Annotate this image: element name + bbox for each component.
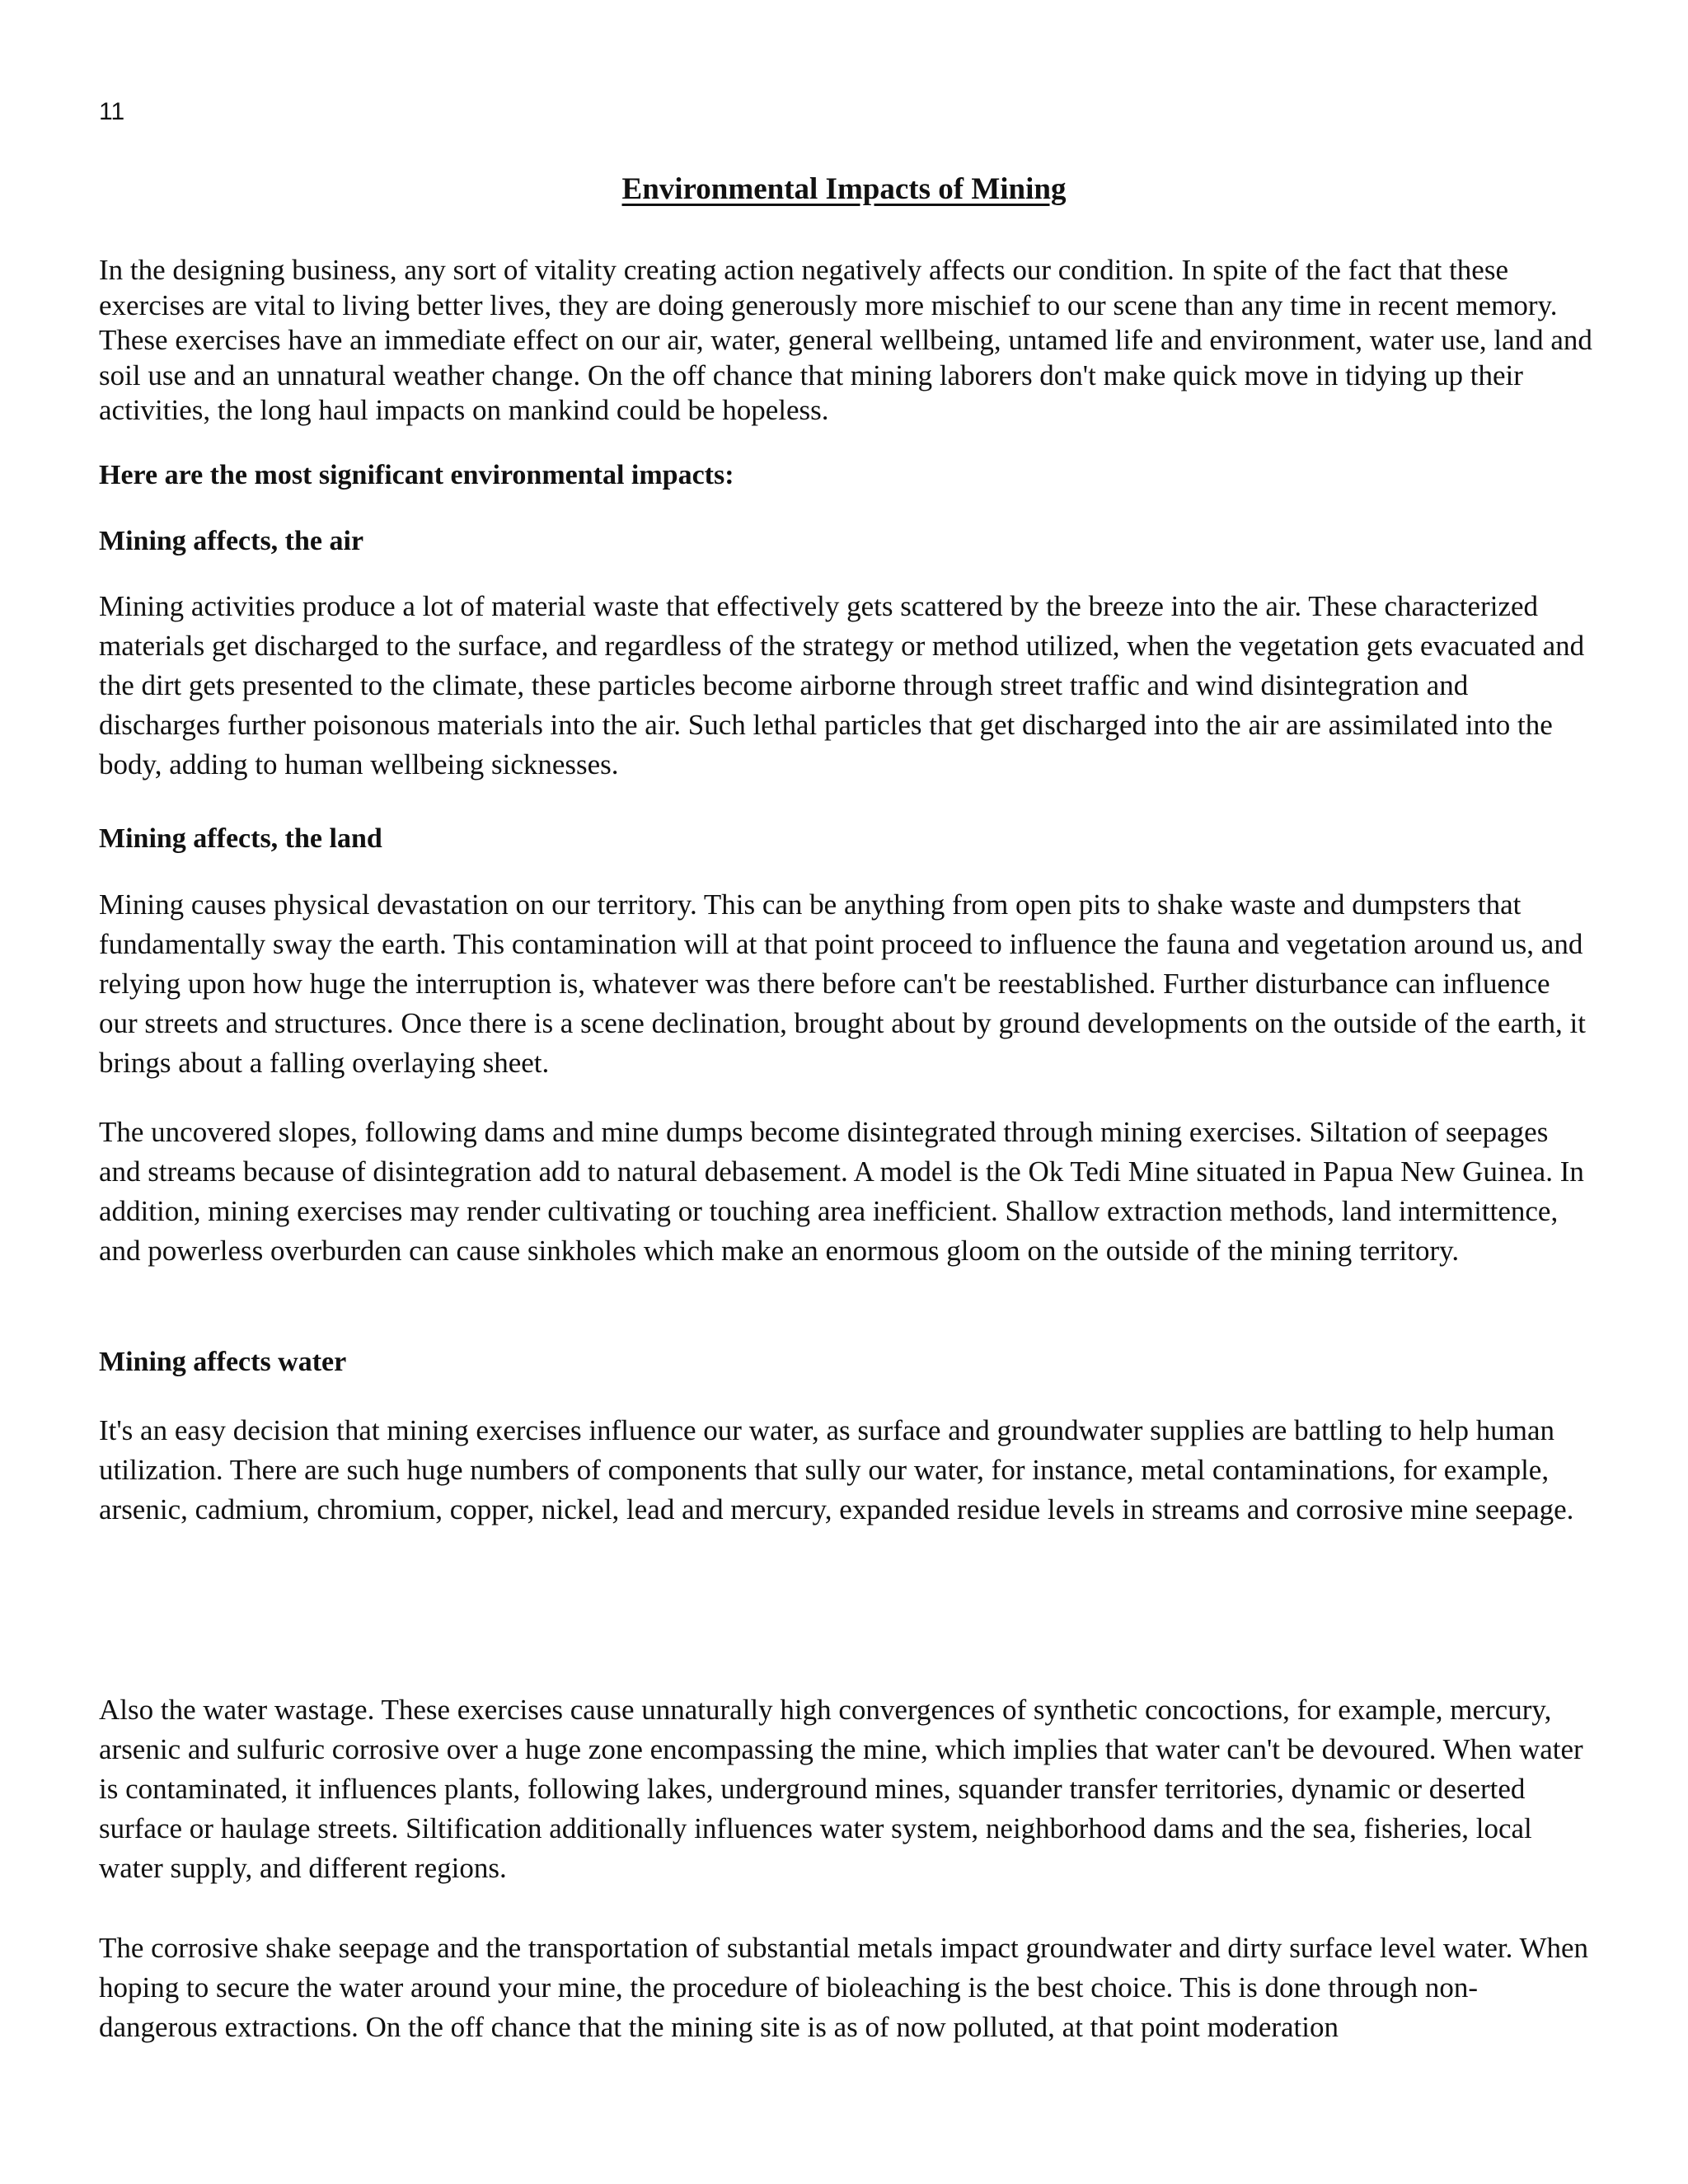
- water-paragraph-3: The corrosive shake seepage and the transportation of substantial metals impact groundwater and dirty surface level water. When hoping to secure the water around your mine, the procedure of bioleaching is the best choice. This is done through non-dangerous extractions. On the off chance that the mining site is as of now polluted, at that point moderation: [99, 1932, 1589, 2043]
- significant-impacts-heading: Here are the most significant environmental impacts:: [99, 460, 734, 490]
- air-paragraph: Mining activities produce a lot of material waste that effectively gets scattered by the breeze into the air. These characterized materials get discharged to the surface, and regardless of the strategy or method utilized, when the vegetation gets evacuated and the dirt gets presented to the climate, these particles become airborne through street traffic and wind disintegration and discharges further poisonous materials into the air. Such lethal particles that get discharged into the air are assimilated into the body, adding to human wellbeing sicknesses.: [99, 590, 1585, 780]
- page-number: 11: [99, 98, 125, 125]
- land-paragraph-1: Mining causes physical devastation on our territory. This can be anything from open pits to shake waste and dumpsters that fundamentally sway the earth. This contamination will at that point proceed to influence the fauna and vegetation around us, and relying upon how huge the interruption is, whatever was there before can't be reestablished. Further disturbance can influence our streets and structures. Once there is a scene declination, brought about by ground developments on the outside of the earth, it brings about a falling overlaying sheet.: [99, 888, 1586, 1079]
- page-title: Environmental Impacts of Mining: [621, 172, 1067, 206]
- water-heading: Mining affects water: [99, 1347, 347, 1377]
- land-heading: Mining affects, the land: [99, 823, 382, 854]
- air-heading: Mining affects, the air: [99, 526, 364, 556]
- water-paragraph-2: Also the water wastage. These exercises cause unnaturally high convergences of synthetic concoctions, for example, mercury, arsenic and sulfuric corrosive over a huge zone encompassing the mine, which implies that water can't be devoured. When water is contaminated, it influences plants, following lakes, underground mines, squander transfer territories, dynamic or deserted surface or haulage streets. Siltification additionally influences water system, neighborhood dams and the sea, fisheries, local water supply, and different regions.: [99, 1694, 1583, 1884]
- water-paragraph-1: It's an easy decision that mining exercises influence our water, as surface and groundwater supplies are battling to help human utilization. There are such huge numbers of components that sully our water, for instance, metal contaminations, for example, arsenic, cadmium, chromium, copper, nickel, lead and mercury, expanded residue levels in streams and corrosive mine seepage.: [99, 1414, 1574, 1526]
- land-paragraph-2: The uncovered slopes, following dams and mine dumps become disintegrated through mining exercises. Siltation of seepages and streams because of disintegration add to natural debasement. A model is the Ok Tedi Mine situated in Papua New Guinea. In addition, mining exercises may render cultivating or touching area inefficient. Shallow extraction methods, land intermittence, and powerless overburden can cause sinkholes which make an enormous gloom on the outside of the mining territory.: [99, 1116, 1584, 1267]
- intro-paragraph: In the designing business, any sort of vitality creating action negatively affects our condition. In spite of the fact that these exercises are vital to living better lives, they are doing generously more mischief to our scene than any time in recent memory. These exercises have an immediate effect on our air, water, general wellbeing, untamed life and environment, water use, land and soil use and an unnatural weather change. On the off chance that mining laborers don't make quick move in tidying up their activities, the long haul impacts on mankind could be hopeless.: [99, 254, 1592, 426]
